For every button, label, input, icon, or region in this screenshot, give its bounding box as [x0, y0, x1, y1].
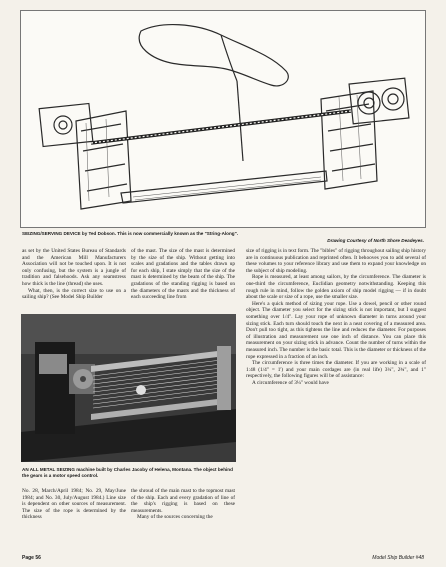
paragraph: Here's a quick method of sizing your rope. Use a dowel, pencil or other round object. The diameter you select for the sizing stick is not important, but I suggest something over 1/4". Lay your rope of unknown diameter in turns around your sizing stick. Each turn should touch the next in a neat covering of a measured area. Don't pull too tight, as this tightens the line and reduces the diameter. For purposes of illustration and measurement use one inch of distance. You can place this measurement on your sizing stick in advance. Count the number of turns within the measured inch. The number is the basic total. This is the diameter or thickness of the rope expressed in a fraction of an inch. — [246, 300, 426, 360]
figure1-caption-title: SEIZING/SERVING DEVICE by Ted Dobson. — [22, 231, 117, 236]
paragraph: size of rigging is in text form. The "bibles" of rigging throughout sailing ship history are in continuous publication and reprinted often. It behooves you to add several of these volumes to your reference library and use them to expand your knowledge on the subject of ship modeling. — [246, 248, 426, 274]
column-1-bottom — [22, 488, 126, 521]
figure1-caption — [22, 231, 426, 237]
column-2-bottom — [131, 488, 235, 521]
paragraph: What, then, is the correct size to use on a sailing ship? (See Model Ship Builder — [22, 287, 126, 301]
column-2-top — [131, 248, 235, 301]
paragraph: The circumference is three times the diameter. If you are working in a scale of 1:48 (1/4" = 1') and your main cordages are (in real life) 3¼", 2¾", and 1" respectively, the following figures will be of assistance: — [246, 360, 426, 380]
paragraph: of the mast. The size of the mast is determined by the size of the ship. Without getting into scales and gradations and the tables drawn up for each ship, I state simply that the size of the mast is determined by the beam of the ship. The gradations of the standing rigging is based on the diameters of the masts and the thickness of each succeeding line from — [131, 248, 235, 301]
metal-seizing-machine-photo — [21, 314, 236, 462]
paragraph: Many of the sources concerning the — [137, 514, 213, 521]
column-3 — [246, 248, 426, 386]
figure2-caption: AN ALL METAL SEIZING machine built by Charles Jacoby of Helena, Montana. The object behind the gears is a motor speed control. — [22, 467, 233, 479]
magazine-issue: Model Ship Builder #48 — [372, 555, 424, 561]
paragraph: the shroud of the main mast to the topmost mast of the ship. Each and every gradation of line of the ship's rigging is based on these measurements. — [131, 488, 235, 514]
page-number: Page 56 — [22, 555, 41, 561]
seizing-device-drawing — [20, 10, 426, 228]
paragraph: A circumference of 3¼" would have — [252, 379, 329, 386]
paragraph: Rope is measured, at least among sailors, by the circumference. The diameter is one-third the circumference, Euclidian geometry notwithstanding. Keeping this rough rule in mind, follow the golden axiom of ship model rigging — if in doubt about the scale or size of a rope, use the smaller size. — [246, 274, 426, 301]
column-1-top — [22, 248, 126, 301]
figure1-caption-text: This is now commercially known as the "String-Along". — [116, 231, 239, 236]
paragraph: as set by the United States Bureau of Standards and the American Mill Manufacturers Association will not be touched upon. It is not only confusing, but the system is a jungle of tradition and falsehoods. Ask any seamstress how thick is the line (thread) she uses. — [22, 248, 126, 287]
figure1-credit: Drawing Courtesy of North Shore Deadeyes. — [327, 238, 424, 243]
paragraph: No. 28, March/April 1984; No. 29, May/June 1984; and No. 30, July/August 1984.) Line size is dependent on other sources of measurement. The size of the rope is determined by the thickness — [22, 488, 126, 521]
